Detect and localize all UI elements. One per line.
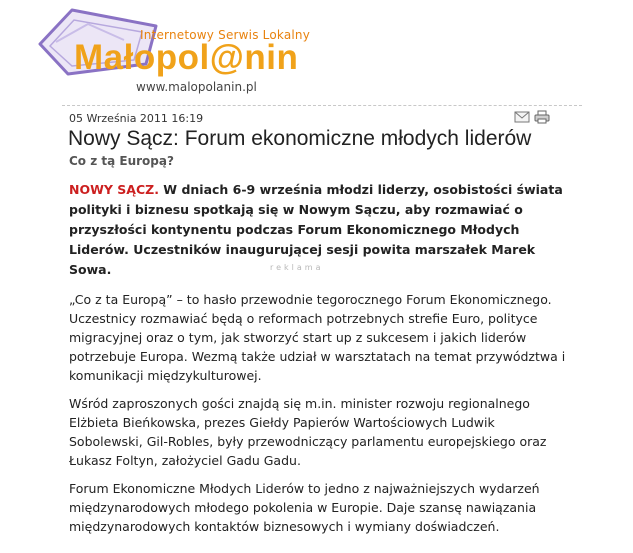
site-header: [0, 0, 633, 110]
article-title: Nowy Sącz: Forum ekonomiczne młodych liderów: [68, 127, 532, 150]
article-subtitle: Co z tą Europą?: [69, 154, 174, 168]
site-tagline: Internetowy Serwis Lokalny: [140, 28, 311, 42]
ad-label: reklama: [270, 263, 324, 272]
lead-place: NOWY SĄCZ.: [69, 182, 159, 197]
article-date: 05 Września 2011 16:19: [69, 112, 204, 125]
article-body: [69, 290, 569, 545]
email-icon[interactable]: [514, 110, 530, 124]
article-paragraph: Wśród zaproszonych gości znajdą się m.in. minister rozwoju regionalnego Elżbieta Bieńkowska, prezes Giełdy Papierów Wartościowych Ludwik Sobolewski, Gil-Robles, były przewodniczący parlamentu europejskiego oraz Łukasz Foltyn, założyciel Gadu Gadu.: [69, 396, 547, 468]
article-paragraph: „Co z ta Europą” – to hasło przewodnie tegorocznego Forum Ekonomicznego. Uczestnicy rozmawiać będą o reformach potrzebnych strefie Euro, polityce migracyjnej oraz o tym, jak stworzyć start up z sukcesem i jakich liderów potrzebuje Europa. Wezmą także udział w warsztatach na temat przywództwa i komunikacji międzykulturowej.: [69, 292, 566, 383]
article-tools: [514, 110, 550, 124]
site-logo-text[interactable]: Małopol@nin: [74, 38, 299, 77]
article-paragraph: Forum Ekonomiczne Młodych Liderów to jedno z najważniejszych wydarzeń międzynarodowych młodego pokolenia w Europie. Daje szansę nawiązania międzynarodowych kontaktów biznesowych i wymiany doświadczeń.: [69, 481, 540, 534]
header-divider: [62, 105, 582, 106]
site-url[interactable]: www.malopolanin.pl: [136, 80, 257, 94]
lead-text: W dniach 6-9 września młodzi liderzy, osobistości świata polityki i biznesu spotkają się w Nowym Sączu, aby rozmawiać o przyszłości kontynentu podczas Forum Ekonomicznego Młodych Liderów. Uczestników inaugurującej sesji powita marszałek Marek Sowa.: [69, 182, 563, 277]
print-icon[interactable]: [534, 110, 550, 124]
